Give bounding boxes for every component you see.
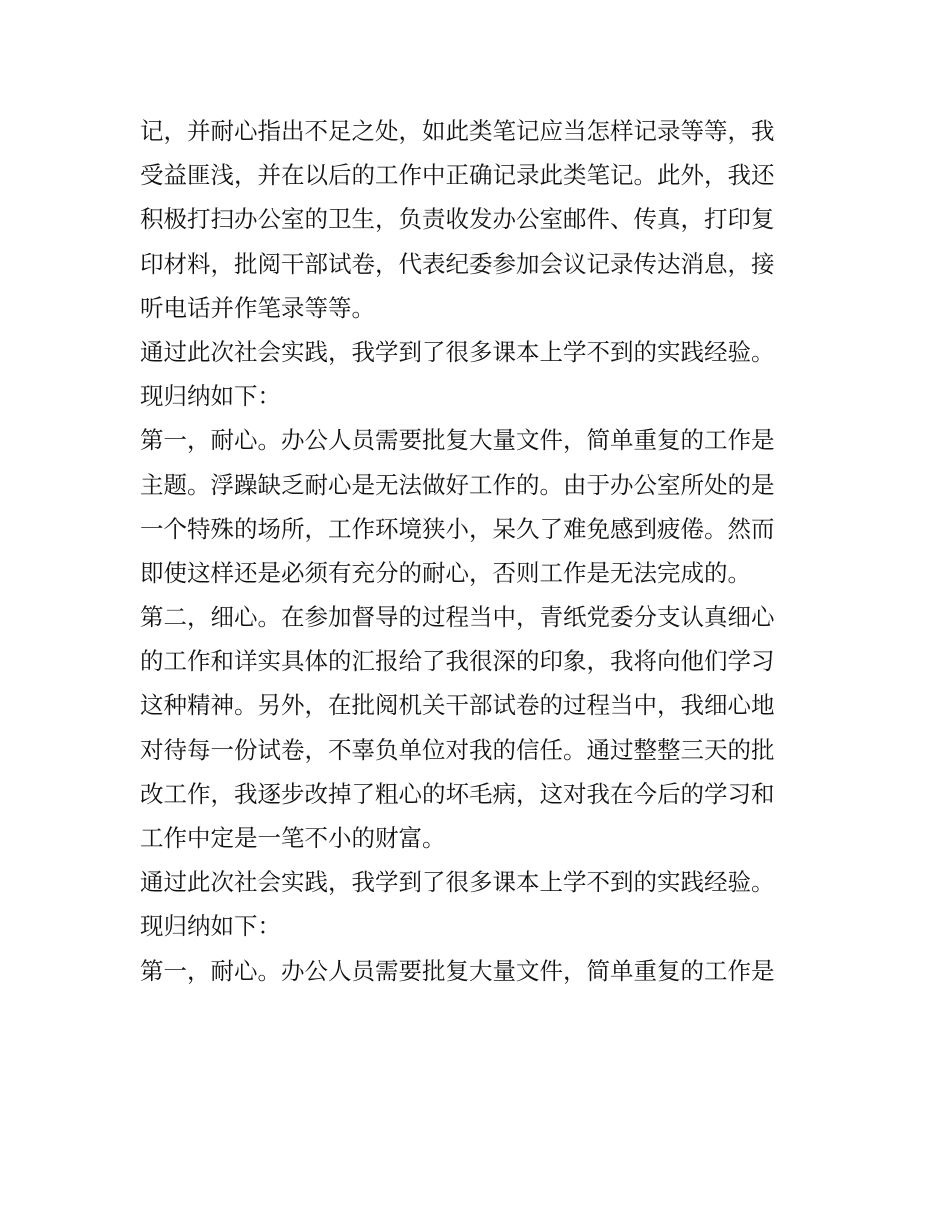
text-line: 印材料，批阅干部试卷，代表纪委参加会议记录传达消息，接 (140, 249, 775, 278)
text-line: 第一，耐心。办公人员需要批复大量文件，简单重复的工作是 (140, 956, 775, 985)
text-line: 工作中定是一笔不小的财富。 (140, 824, 446, 852)
text-line: 听电话并作笔录等等。 (140, 293, 375, 322)
text-line: 改工作，我逐步改掉了粗心的坏毛病，这对我在今后的学习和 (140, 779, 775, 808)
text-line: 现归纳如下： (140, 382, 281, 411)
text-line: 第一，耐心。办公人员需要批复大量文件，简单重复的工作是 (140, 426, 775, 455)
text-line: 第二，细心。在参加督导的过程当中，青纸党委分支认真细心 (140, 603, 775, 632)
text-line: 主题。浮躁缺乏耐心是无法做好工作的。由于办公室所处的是 (140, 470, 775, 499)
text-line: 积极打扫办公室的卫生，负责收发办公室邮件、传真，打印复 (140, 205, 775, 234)
text-line: 受益匪浅，并在以后的工作中正确记录此类笔记。此外，我还 (140, 161, 775, 190)
text-line: 通过此次社会实践，我学到了很多课本上学不到的实践经验。 (140, 868, 775, 897)
text-line: 一个特殊的场所，工作环境狭小，呆久了难免感到疲倦。然而 (140, 514, 775, 543)
text-line: 现归纳如下： (140, 912, 281, 941)
text-line: 的工作和详实具体的汇报给了我很深的印象，我将向他们学习 (140, 647, 775, 676)
text-line: 对待每一份试卷，不辜负单位对我的信任。通过整整三天的批 (140, 735, 775, 764)
text-line: 通过此次社会实践，我学到了很多课本上学不到的实践经验。 (140, 337, 775, 366)
text-line: 记，并耐心指出不足之处，如此类笔记应当怎样记录等等，我 (140, 117, 775, 145)
text-line: 即使这样还是必须有充分的耐心，否则工作是无法完成的。 (140, 558, 751, 587)
text-line: 这种精神。另外，在批阅机关干部试卷的过程当中，我细心地 (140, 691, 775, 720)
document-body (140, 109, 820, 993)
